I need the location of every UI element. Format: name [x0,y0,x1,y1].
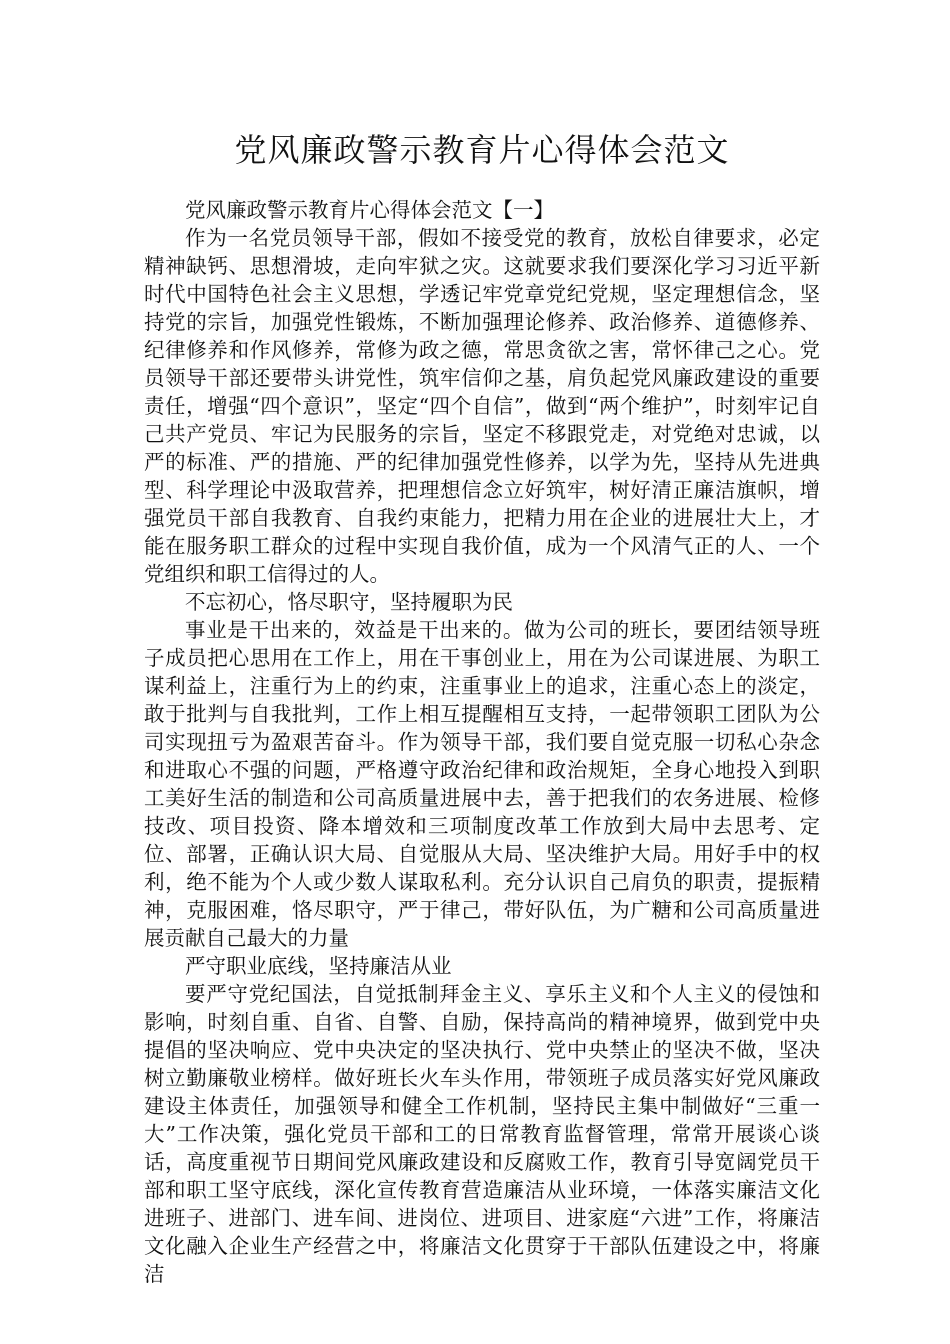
section-heading-2: 不忘初心，恪尽职守，坚持履职为民 [185,590,513,614]
document-title: 党风廉政警示教育片心得体会范文 [234,131,730,169]
body-paragraph-2: 事业是干出来的，效益是干出来的。做为公司的班长，要团结领导班子成员把心思用在工作上，用在干事创业上，用在为公司谋进展、为职工谋利益上，注重行为上的约束，注重事业上的追求，注重心态上的淡定，敢于批判与自我批判，工作上相互提醒相互支持，一起带领职工团队为公司实现扭亏为盈艰苦奋斗。作为领导干部，我们要自觉克服一切私心杂念和进取心不强的问题，严格遵守政治纪律和政治规矩，全身心地投入到职工美好生活的制造和公司高质量进展中去，善于把我们的农务进展、检修技改、项目投资、降本增效和三项制度改革工作放到大局中去思考、定位、部署，正确认识大局、自觉服从大局、坚决维护大局。用好手中的权利，绝不能为个人或少数人谋取私利。充分认识自己肩负的职责，提振精神，克服困难，恪尽职守，严于律己，带好队伍，为广糖和公司高质量进展贡献自己最大的力量 [144,618,820,950]
section-heading-1: 党风廉政警示教育片心得体会范文【一】 [185,198,554,222]
document-body [144,196,820,1288]
document-page [144,0,820,1344]
body-paragraph-3: 要严守党纪国法，自觉抵制拜金主义、享乐主义和个人主义的侵蚀和影响，时刻自重、自省、自警、自励，保持高尚的精神境界，做到党中央提倡的坚决响应、党中央决定的坚决执行、党中央禁止的坚决不做，坚决树立勤廉敬业榜样。做好班长火车头作用，带领班子成员落实好党风廉政建设主体责任，加强领导和健全工作机制，坚持民主集中制做好“三重一大”工作决策，强化党员干部和工的日常教育监督管理，常常开展谈心谈话，高度重视节日期间党风廉政建设和反腐败工作，教育引导宽阔党员干部和职工坚守底线，深化宣传教育营造廉洁从业环境，一体落实廉洁文化进班子、进部门、进车间、进岗位、进项目、进家庭“六进”工作，将廉洁文化融入企业生产经营之中，将廉洁文化贯穿于干部队伍建设之中，将廉洁 [144,982,820,1286]
body-paragraph-1: 作为一名党员领导干部，假如不接受党的教育，放松自律要求，必定精神缺钙、思想滑坡，走向牢狱之灾。这就要求我们要深化学习习近平新时代中国特色社会主义思想，学透记牢党章党纪党规，坚定理想信念，坚持党的宗旨，加强党性锻炼，不断加强理论修养、政治修养、道德修养、纪律修养和作风修养，常修为政之德，常思贪欲之害，常怀律己之心。党员领导干部还要带头讲党性，筑牢信仰之基，肩负起党风廉政建设的重要责任，增强“四个意识”，坚定“四个自信”，做到“两个维护”，时刻牢记自己共产党员、牢记为民服务的宗旨，坚定不移跟党走，对党绝对忠诚，以严的标准、严的措施、严的纪律加强党性修养，以学为先，坚持从先进典型、科学理论中汲取营养，把理想信念立好筑牢，树好清正廉洁旗帜，增强党员干部自我教育、自我约束能力，把精力用在企业的进展壮大上，才能在服务职工群众的过程中实现自我价值，成为一个风清气正的人、一个党组织和职工信得过的人。 [144,226,820,586]
section-heading-3: 严守职业底线，坚持廉洁从业 [185,954,452,978]
